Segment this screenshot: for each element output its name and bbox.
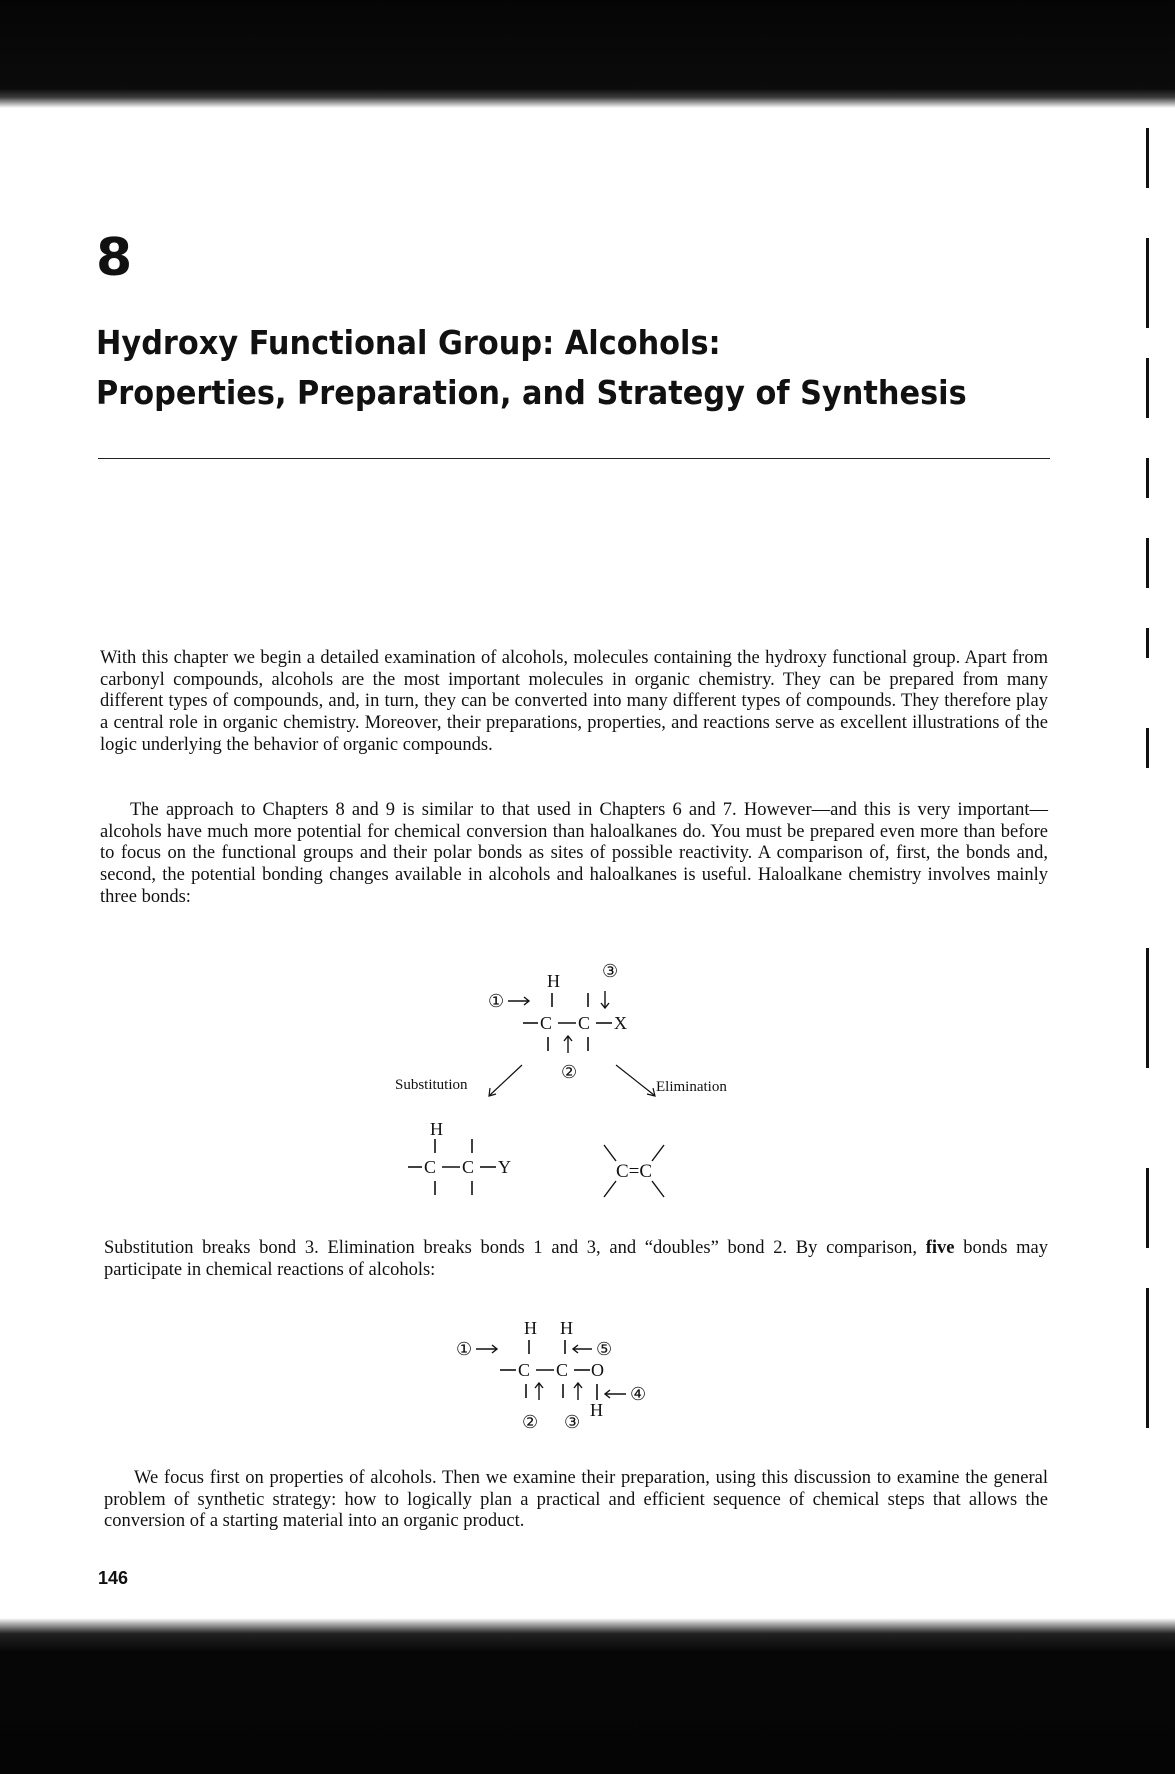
fig2-bond-2-marker: ② [522, 1412, 539, 1432]
fig1-bond-1-marker: ① [488, 991, 505, 1011]
fig1-alkene-bond-ur [652, 1145, 664, 1161]
fig1-bond-2-marker: ② [561, 1062, 578, 1082]
comparison-text-after: bonds may participate in chemical reactions of alcohols: [104, 1238, 1048, 1280]
fig2-bond-3-marker: ③ [564, 1412, 581, 1432]
fig2-bond-1-marker: ① [456, 1339, 473, 1359]
fig2-c1: C [518, 1360, 531, 1380]
fig1-h-top: H [547, 971, 560, 991]
page-number: 146 [98, 1568, 129, 1588]
comparison-emphasis: five [925, 1238, 955, 1258]
title-rule [98, 458, 1050, 459]
comparison-paragraph [104, 1238, 1048, 1281]
substitution-label: Substitution [395, 1077, 468, 1093]
fig1-alkene: C=C [616, 1161, 653, 1182]
scan-bottom-edge [0, 1618, 1175, 1774]
approach-paragraph: The approach to Chapters 8 and 9 is similar to that used in Chapters 6 and 7. However—and this is very important—alcohols have much more potential for chemical conversion than haloalkanes do. You must be prepared even more than before to focus on the functional groups and their polar bonds as sites of possible reactivity. A comparison of, first, the bonds and, second, the potential bonding changes available in alcohols and haloalkanes is useful. Haloalkane chemistry involves mainly three bonds: [100, 800, 1048, 907]
fig1-alkene-bond-lr [652, 1181, 664, 1197]
fig1-c2: C [578, 1013, 591, 1033]
fig1-x: X [614, 1013, 627, 1033]
closing-paragraph: We focus first on properties of alcohols. Then we examine their preparation, using this discussion to examine the general problem of synthetic strategy: how to logically plan a practical and efficient sequence of chemical steps that allows the conversion of a starting material into an organic product. [104, 1468, 1048, 1532]
fig2-c2: C [556, 1360, 569, 1380]
fig1-c1: C [540, 1013, 553, 1033]
chapter-title-line-2: Properties, Preparation, and Strategy of Synthesis [96, 373, 967, 412]
fig1-product-y: Y [498, 1157, 511, 1177]
fig1-alkene-bond-ul [604, 1145, 616, 1161]
elimination-arrow [616, 1065, 654, 1095]
fig1-product-h: H [430, 1119, 443, 1139]
substitution-arrow [490, 1065, 522, 1095]
scan-right-edge [1146, 108, 1175, 1618]
fig2-h-1: H [524, 1318, 537, 1338]
chapter-title [96, 318, 979, 418]
fig2-bond-4-marker: ④ [630, 1384, 647, 1404]
fig1-alkene-bond-ll [604, 1181, 616, 1197]
fig2-h-2: H [560, 1318, 573, 1338]
intro-paragraph: With this chapter we begin a detailed examination of alcohols, molecules containing the hydroxy functional group. Apart from carbonyl compounds, alcohols are the most important molecules in organic chemistry. They can be prepared from many different types of compounds, and, in turn, they can be converted into many different types of compounds. They therefore play a central role in organic chemistry. Moreover, their preparations, properties, and reactions serve as excellent illustrations of the logic underlying the behavior of organic compounds. [100, 648, 1048, 755]
fig1-product-c1: C [424, 1157, 437, 1177]
comparison-text-before: Substitution breaks bond 3. Elimination breaks bonds 1 and 3, and “doubles” bond 2. By comparison, [104, 1238, 918, 1258]
alcohol-bonds-figure [440, 1310, 690, 1445]
haloalkane-bonds-figure [380, 955, 780, 1210]
scan-top-edge [0, 0, 1175, 108]
elimination-label: Elimination [656, 1079, 727, 1095]
fig1-product-c2: C [462, 1157, 475, 1177]
chapter-number: 8 [96, 228, 133, 288]
fig2-oh-h: H [590, 1400, 603, 1420]
chapter-title-line-1: Hydroxy Functional Group: Alcohols: [96, 323, 721, 362]
fig2-bond-5-marker: ⑤ [596, 1339, 613, 1359]
fig1-bond-3-marker: ③ [602, 961, 619, 981]
fig2-o: O [591, 1360, 604, 1380]
